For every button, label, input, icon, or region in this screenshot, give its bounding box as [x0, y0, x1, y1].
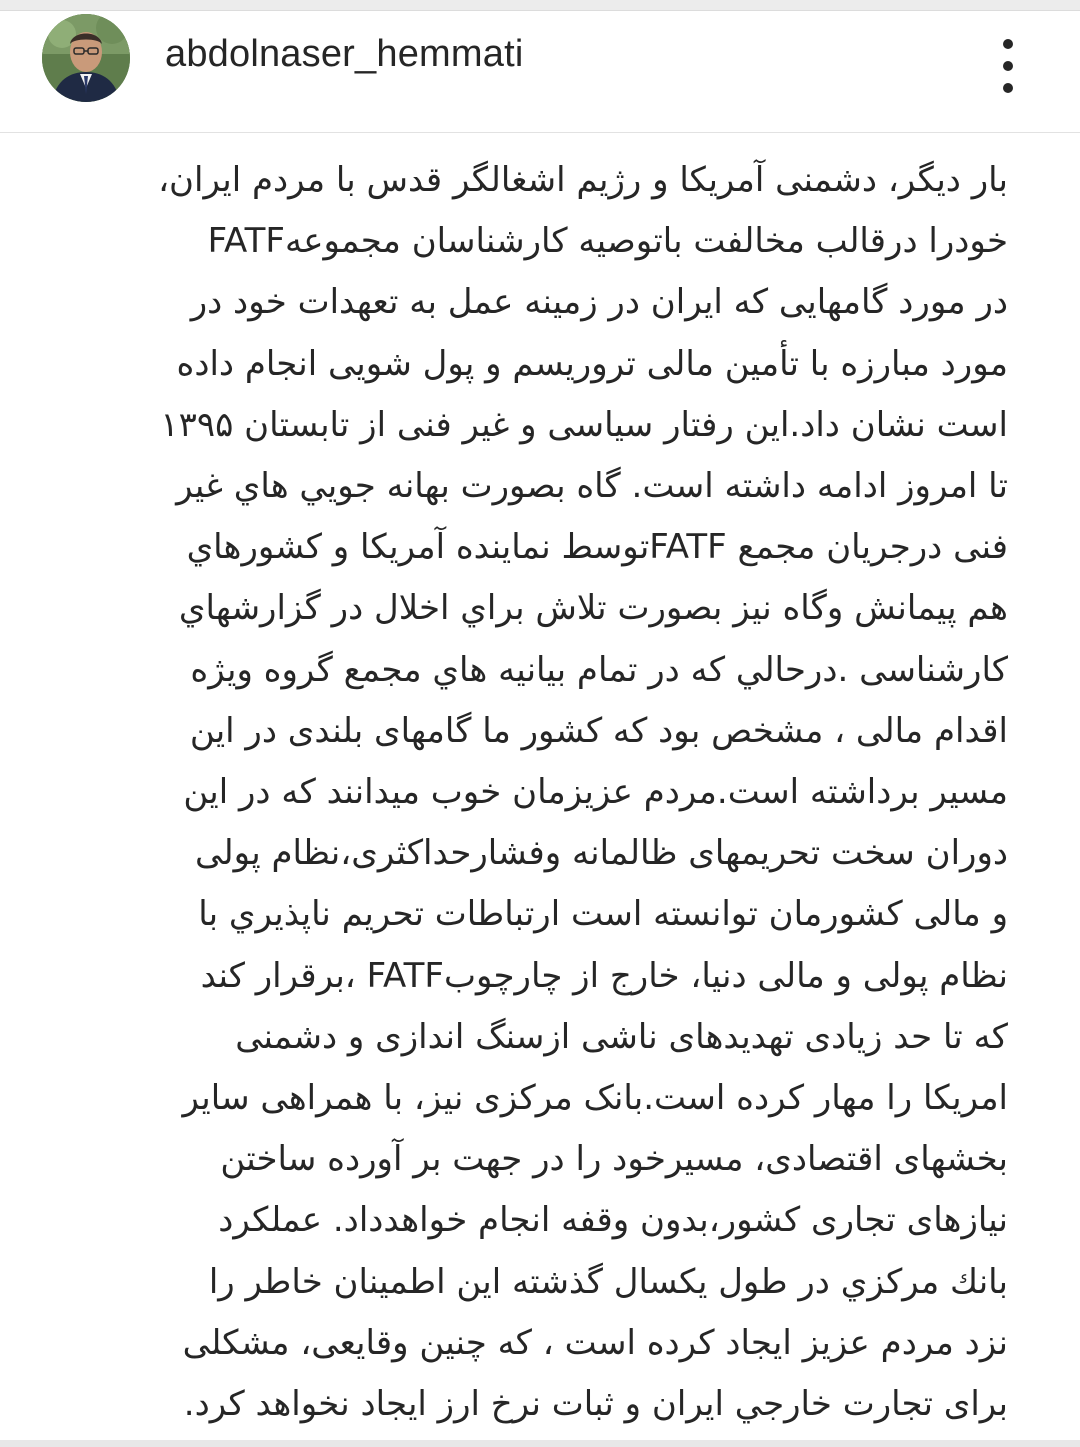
caption-line: بخشهای اقتصادی، مسیرخود را در جهت بر آورده ساختن [220, 1139, 1008, 1180]
caption-line: اقدام مالی ، مشخص بود که کشور ما گامهای بلندی در این [189, 710, 1008, 751]
caption-line: کارشناسی .درحالي که در تمام بیانیه هاي مجمع گروه ویژه [190, 649, 1008, 690]
caption-line: مورد مبارزه با تأمین مالی تروریسم و پول شویی انجام داده [176, 343, 1008, 384]
caption-line: فنی درجریان مجمع FATFتوسط نماینده آمریکا و کشورهاي [186, 527, 1008, 568]
caption-line: هم پیمانش وگاه نیز بصورت تلاش براي اخلال در گزارشهاي [178, 588, 1008, 629]
post-header [0, 11, 1080, 131]
caption-line: دوران سخت تحریمهای ظالمانه وفشارحداکثری،نظام پولی [194, 833, 1008, 874]
caption-line: در مورد گامهایی که ایران در زمینه عمل به تعهدات خود در [190, 282, 1008, 323]
avatar[interactable] [42, 14, 130, 102]
post-caption [40, 150, 1008, 1435]
caption-line: خودرا درقالب مخالفت باتوصیه کارشناسان مجموعهFATF [207, 221, 1008, 262]
profile-photo-icon [42, 14, 130, 102]
caption-line: نیازهای تجاری کشور،بدون وقفه انجام خواهدداد. عملکرد [218, 1200, 1008, 1241]
caption-line: نظام پولی و مالی دنیا، خارج از چارچوبFATF ،برقرار کند [200, 955, 1008, 996]
caption-line: است نشان داد.این رفتار سیاسی و غیر فنی از تابستان ۱۳۹۵ [160, 404, 1008, 445]
caption-line: تا امروز ادامه داشته است. گاه بصورت بهانه جویي هاي غیر [176, 466, 1008, 507]
caption-line: نزد مردم عزیز ایجاد کرده است ، که چنین وقایعی، مشکلی [182, 1322, 1008, 1363]
status-strip [0, 0, 1080, 11]
username[interactable]: abdolnaser_hemmati [165, 33, 524, 75]
more-options-vertical-icon [1003, 61, 1013, 71]
caption-line: براى تجارت خارجي ایران و ثبات نرخ ارز ایجاد نخواهد کرد. [183, 1384, 1008, 1425]
caption-line: که تا حد زیادی تهدیدهای ناشی ازسنگ اندازی و دشمنی [235, 1016, 1008, 1057]
caption-line: و مالی کشورمان توانسته است ارتباطات تحریم ناپذیري با [198, 894, 1008, 935]
caption-line: بار دیگر، دشمنی آمریکا و رژیم اشغالگر قدس با مردم ایران، [158, 160, 1008, 200]
caption-line: مسیر برداشته است.مردم عزیزمان خوب میدانند که در این [183, 772, 1008, 813]
header-divider [0, 132, 1080, 133]
more-options-vertical-icon [1003, 83, 1013, 93]
caption-line: امریکا را مهار کرده است.بانک مرکزی نیز، با همراهی سایر [182, 1078, 1008, 1119]
more-options-vertical-icon [1003, 39, 1013, 49]
more-options-button[interactable] [992, 39, 1024, 95]
bottom-strip [0, 1440, 1080, 1447]
caption-line: بانك مرکزي در طول یکسال گذشته این اطمینان خاطر را [208, 1261, 1008, 1302]
